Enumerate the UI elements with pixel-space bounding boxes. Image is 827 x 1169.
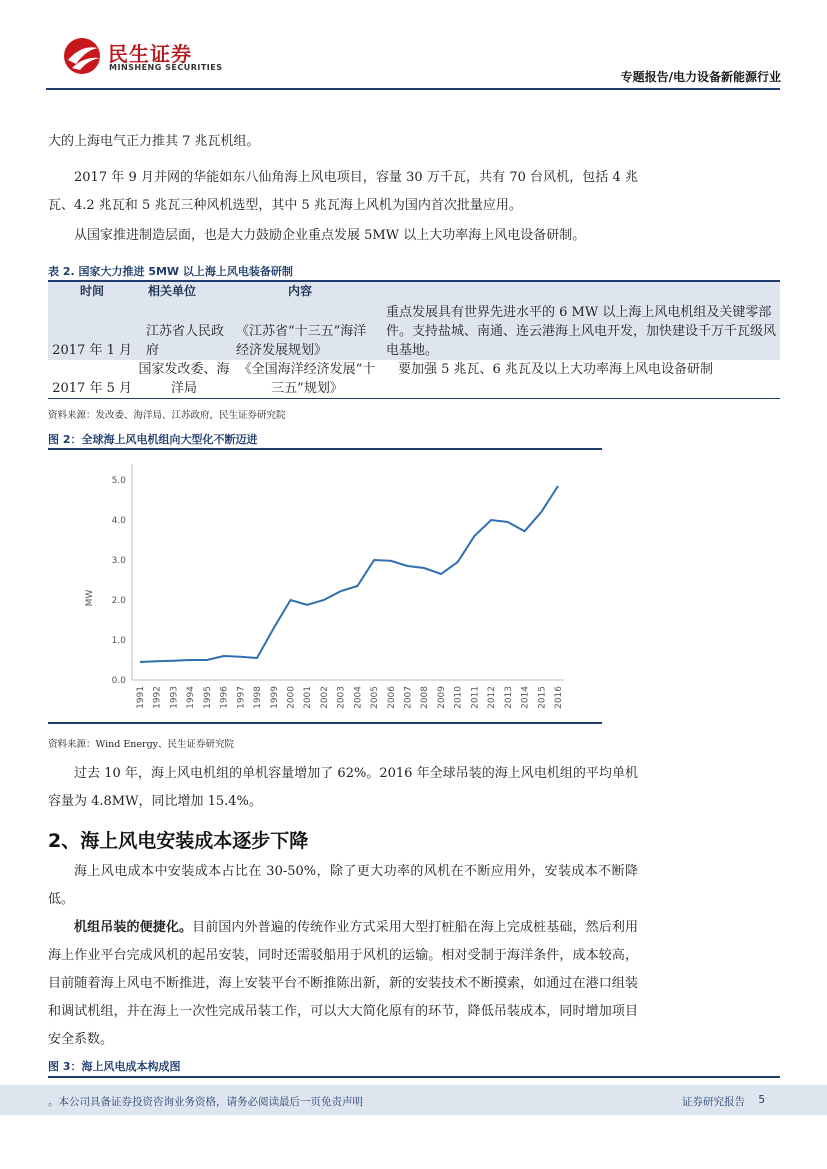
table-row <box>48 301 780 360</box>
x-tick-label: 2009 <box>436 686 447 709</box>
paragraph-3: 从国家推进制造层面，也是大力鼓励企业重点发展 5MW 以上大功率海上风电设备研制。 <box>74 228 586 243</box>
x-tick-label: 2003 <box>336 686 347 709</box>
x-tick-label: 1994 <box>186 686 197 709</box>
report-type: 专题报告/电力设备新能源行业 <box>620 70 781 84</box>
y-tick-label: 4.0 <box>111 516 126 526</box>
figure-2-caption: 图 2：全球海上风电机组向大型化不断迈进 <box>48 433 258 446</box>
x-tick-label: 2015 <box>537 686 548 709</box>
y-tick-label: 5.0 <box>111 476 126 486</box>
x-tick-label: 2012 <box>487 686 498 709</box>
table-header-time: 时间 <box>48 282 136 301</box>
x-tick-label: 2013 <box>503 686 514 709</box>
x-tick-label: 1999 <box>269 686 280 709</box>
section-title: 2、海上风电安装成本逐步下降 <box>48 830 309 852</box>
x-tick-label: 2007 <box>403 686 414 709</box>
x-tick-label: 2002 <box>319 686 330 709</box>
x-tick-label: 1997 <box>236 686 247 709</box>
y-tick-label: 0.0 <box>111 676 126 686</box>
table-header-blank <box>386 282 780 301</box>
paragraph-6-text: 目前国内外普遍的传统作业方式采用大型打桩船在海上完成桩基础，然后利用海上作业平台完成风机的起吊安装，同时还需驳船用于风机的运输。相对受制于海洋条件，成本较高，目前随着海上风电不断推进，海上安装平台不断推陈出新，新的安装技术不断摸索，如通过在港口组装和调试机组，并在海上一次性完成吊装工作，可以大大简化原有的环节，降低吊装成本，同时增加项目安全系数。 <box>48 920 638 1047</box>
y-axis-label: MW <box>85 589 95 607</box>
row-2-doc: 《全国海洋经济发展“十三五”规划》 <box>236 360 386 399</box>
x-tick-label: 1991 <box>136 686 146 709</box>
paragraph-5: 海上风电成本中安装成本占比在 30-50%，除了更大功率的风机在不断应用外，安装成本不断降低。 <box>48 864 638 907</box>
x-tick-label: 2000 <box>286 686 297 709</box>
x-tick-label: 1995 <box>202 686 213 709</box>
company-logo <box>62 36 223 76</box>
page-number: 5 <box>758 1094 765 1106</box>
table-row <box>48 360 780 399</box>
x-tick-label: 2016 <box>554 686 564 709</box>
paragraph-4: 过去 10 年，海上风电机组的单机容量增加了 62%。2016 年全球吊装的海上风电机组的平均单机容量为 4.8MW，同比增加 15.4%。 <box>48 766 638 809</box>
x-tick-label: 2001 <box>303 686 314 709</box>
row-1-content: 重点发展具有世界先进水平的 6 MW 以上海上风电机组及关键零部件。支持盐城、南通、连云港海上风电开发，加快建设千万千瓦级风电基地。 <box>386 301 780 360</box>
minsheng-logo-icon <box>62 36 104 76</box>
figure-3-top-rule <box>48 1076 780 1078</box>
table-2-caption: 表 2. 国家大力推进 5MW 以上海上风电装备研制 <box>48 265 293 278</box>
offshore-wind-capacity-chart <box>48 452 602 722</box>
x-tick-label: 2005 <box>370 686 381 709</box>
paragraph-1: 大的上海电气正力推其 7 兆瓦机组。 <box>48 134 260 149</box>
table-header-unit: 相关单位 <box>136 282 236 301</box>
row-2-time: 2017 年 5 月 <box>48 360 136 399</box>
figure-2-source: 资料来源：Wind Energy、民生证券研究院 <box>48 739 235 750</box>
x-tick-label: 2010 <box>453 686 464 709</box>
paragraph-6-lead: 机组吊装的便捷化。 <box>74 920 193 935</box>
paragraph-6 <box>48 914 638 1054</box>
x-tick-label: 1996 <box>219 686 230 709</box>
figure-3-caption: 图 3：海上风电成本构成图 <box>48 1060 181 1073</box>
row-1-doc: 《江苏省“十三五”海洋经济发展规划》 <box>236 301 386 360</box>
figure-2-bottom-rule <box>48 722 602 724</box>
x-tick-label: 2004 <box>353 686 364 709</box>
capacity-series-line <box>140 486 558 662</box>
table-2 <box>48 282 780 399</box>
y-tick-label: 1.0 <box>111 636 126 646</box>
table-header-content: 内容 <box>236 282 386 301</box>
y-tick-label: 2.0 <box>111 596 126 606</box>
row-2-unit: 国家发改委、海洋局 <box>136 360 236 399</box>
x-tick-label: 2008 <box>420 686 431 709</box>
x-tick-label: 2014 <box>520 686 531 709</box>
x-tick-label: 1993 <box>169 686 180 709</box>
footer-disclaimer: 。本公司具备证券投资咨询业务资格，请务必阅读最后一页免责声明 <box>48 1096 363 1108</box>
table-2-source: 资料来源：发改委、海洋局、江苏政府，民生证券研究院 <box>48 410 286 421</box>
row-1-time: 2017 年 1 月 <box>48 301 136 360</box>
header-divider <box>46 88 780 90</box>
row-1-unit: 江苏省人民政府 <box>136 301 236 360</box>
y-tick-label: 3.0 <box>111 556 126 566</box>
x-tick-label: 1998 <box>253 686 264 709</box>
figure-2-top-rule <box>48 448 602 450</box>
x-tick-label: 1992 <box>152 686 163 709</box>
footer-report-label: 证券研究报告 <box>682 1096 745 1108</box>
row-2-content: 要加强 5 兆瓦、6 兆瓦及以上大功率海上风电设备研制 <box>386 360 780 399</box>
logo-text-en: MINSHENG SECURITIES <box>109 63 223 72</box>
paragraph-2: 2017 年 9 月并网的华能如东八仙角海上风电项目，容量 30 万千瓦，共有 70 台风机，包括 4 兆瓦、4.2 兆瓦和 5 兆瓦三种风机选型，其中 5 兆瓦海上风机为国内首次批量应用。 <box>48 170 638 213</box>
x-tick-label: 2006 <box>386 686 397 709</box>
x-tick-label: 2011 <box>470 686 481 709</box>
logo-text-cn: 民生证券 <box>108 42 192 66</box>
